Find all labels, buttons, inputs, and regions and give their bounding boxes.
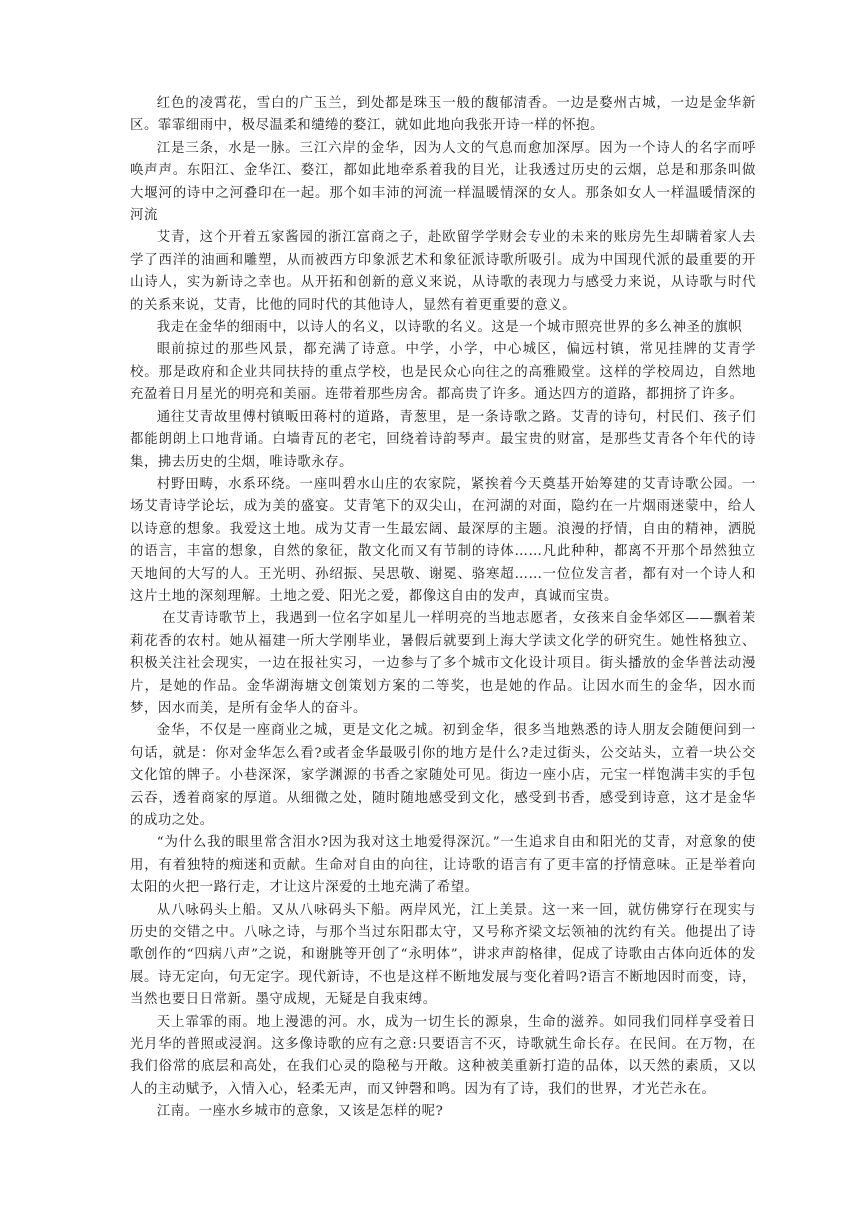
paragraph: 眼前掠过的那些风景，都充满了诗意。中学，小学，中心城区，偏远村镇，常见挂牌的艾青学校。那是政府和企业共同扶持的重点学校，也是民众心向往之的高雅殿堂。这样的学校周边，自然地充盈着日月星光的明亮和美丽。连带着那些房舍。都高贵了许多。通达四方的道路，都拥挤了许多。 <box>130 342 756 403</box>
paragraph: 我走在金华的细雨中，以诗人的名义，以诗歌的名义。这是一个城市照亮世界的多么神圣的旗帜 <box>156 320 743 336</box>
paragraph: 通往艾青故里傅村镇畈田蒋村的道路，青葱里，是一条诗歌之路。艾青的诗句，村民们、孩子们都能朗朗上口地背诵。白墙青瓦的老宅，回绕着诗韵琴声。最宝贵的财富，是那些艾青各个年代的诗集，拂去历史的尘烟，唯诗歌永存。 <box>130 409 756 470</box>
paragraph: 在艾青诗歌节上，我遇到一位名字如星儿一样明亮的当地志愿者，女孩来自金华郊区——飘着茉莉花香的农村。她从福建一所大学刚毕业，暑假后就要到上海大学读文化学的研究生。她性格独立、积极关注社会现实，一边在报社实习，一边参与了多个城市文化设计项目。街头播放的金华普法动漫片，是她的作品。金华湖海塘文创策划方案的二等奖，也是她的作品。让因水而生的金华，因水而梦，因水而美，是所有金华人的奋斗。 <box>130 611 756 716</box>
paragraph: 从八咏码头上船。又从八咏码头下船。两岸风光，江上美景。这一来一回，就仿佛穿行在现实与历史的交错之中。八咏之诗，与那个当过东阳郡太守，又号称齐梁文坛领袖的沈约有关。他提出了诗歌创作的“四病八声”之说，和谢朓等开创了“永明体”，讲求声韵格律，促成了诗歌由古体向近体的发展。诗无定向，句无定字。现代新诗，不也是这样不断地发展与变化着吗?语言不断地因时而变，诗，当然也要日日常新。墨守成规，无疑是自我束缚。 <box>130 902 756 1008</box>
document-body <box>130 93 756 1124</box>
paragraph: “为什么我的眼里常含泪水?因为我对这土地爱得深沉。”一生追求自由和阳光的艾青，对意象的使用，有着独特的痴迷和贡献。生命对自由的向往，让诗歌的语言有了更丰富的抒情意味。正是举着向太阳的火把一路行走，才让这片深爱的土地充满了希望。 <box>130 835 756 896</box>
paragraph: 天上霏霏的雨。地上漫漶的河。水，成为一切生长的源泉，生命的滋养。如同我们同样享受着日光月华的普照或浸润。这多像诗歌的应有之意:只要语言不灭，诗歌就生命长存。在民间。在万物，在我们俗常的底层和高处，在我们心灵的隐秘与开敞。这种被美重新打造的品体，以天然的素质，又以人的主动赋予，入情入心，轻柔无声，而又钟磬和鸣。因为有了诗，我们的世界，才光芒永在。 <box>130 1014 756 1097</box>
paragraph: 村野田畴，水系环绕。一座叫碧水山庄的农家院，紧挨着今天奠基开始筹建的艾青诗歌公园。一场艾青诗学论坛，成为美的盛宴。艾青笔下的双尖山，在河湖的对面，隐约在一片烟雨迷蒙中，给人以诗意的想象。我爱这土地。成为艾青一生最宏阔、最深厚的主题。浪漫的抒情，自由的精神，洒脱的语言，丰富的想象，自然的象征，散文化而又有节制的诗体……凡此种种，都离不开那个昂然独立天地间的大写的人。王光明、孙绍振、吴思敬、谢冕、骆寒超……一位位发言者，都有对一个诗人和这片土地的深刻理解。土地之爱、阳光之爱，都像这自由的发声，真诚而宝贵。 <box>130 476 756 604</box>
paragraph: 江南。一座水乡城市的意象，又该是怎样的呢? <box>156 1104 444 1120</box>
paragraph: 金华，不仅是一座商业之城，更是文化之城。初到金华，很多当地熟悉的诗人朋友会随便问到一句话，就是：你对金华怎么看?或者金华最吸引你的地方是什么?走过街头，公交站头，立着一块公交文化馆的牌子。小巷深深，家学渊源的书香之家随处可见。街边一座小店，元宝一样饱满丰实的手包云吞，透着商家的厚道。从细微之处，随时随地感受到文化，感受到书香，感受到诗意，这才是金华的成功之处。 <box>130 723 756 828</box>
paragraph: 江是三条，水是一脉。三江六岸的金华，因为人文的气息而愈加深厚。因为一个诗人的名字而呼唤声声。东阳江、金华江、婺江，都如此地牵系着我的目光，让我透过历史的云烟，总是和那条叫做大堰河的诗中之河叠印在一起。那个如丰沛的河流一样温暖情深的女人。那条如女人一样温暖情深的河流 <box>130 140 756 224</box>
paragraph: 红色的凌霄花，雪白的广玉兰，到处都是珠玉一般的馥郁清香。一边是婺州古城，一边是金华新区。霏霏细雨中，极尽温柔和缱绻的婺江，就如此地向我张开诗一样的怀抱。 <box>130 96 756 134</box>
paragraph: 艾青，这个开着五家酱园的浙江富商之子，赴欧留学学财会专业的未来的账房先生却瞒着家人去学了西洋的油画和雕塑，从而被西方印象派艺术和象征派诗歌所吸引。成为中国现代派的最重要的开山诗人，实为新诗之幸也。从开拓和创新的意义来说，从诗歌的表现力与感受力来说，从诗歌与时代的关系来说，艾青，比他的同时代的其他诗人，显然有着更重要的意义。 <box>130 230 756 313</box>
